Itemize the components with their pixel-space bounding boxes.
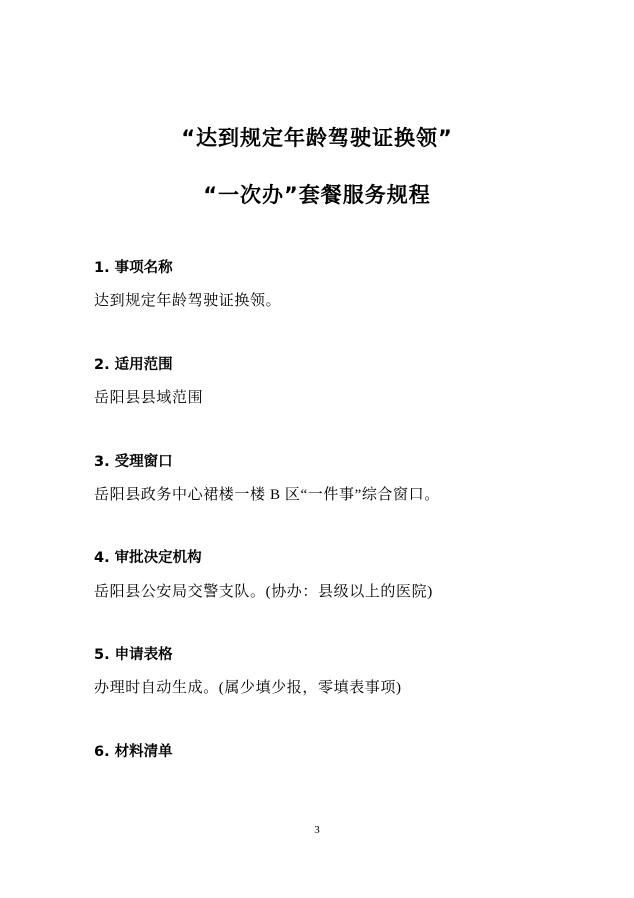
section-1	[88, 258, 546, 313]
section-5-body: 办理时自动生成。(属少填少报，零填表事项)	[94, 680, 402, 697]
section-5	[88, 645, 546, 700]
document-body	[88, 258, 546, 762]
section-spacer	[88, 708, 546, 742]
section-spacer	[88, 611, 546, 645]
section-3-heading: 3. 受理窗口	[94, 453, 173, 470]
page-number: 3	[314, 824, 320, 836]
section-3	[88, 452, 546, 507]
section-3-body: 岳阳县政务中心裙楼一楼 B 区“一件事”综合窗口。	[94, 486, 440, 503]
section-4-heading: 4. 审批决定机构	[94, 550, 202, 567]
section-6	[88, 742, 546, 762]
section-4-body: 岳阳县公安局交警支队。(协办：县级以上的医院)	[94, 583, 433, 600]
document-title-block	[88, 0, 546, 206]
section-2-body: 岳阳县县域范围	[94, 390, 204, 407]
section-spacer	[88, 514, 546, 548]
section-4	[88, 548, 546, 603]
section-spacer	[88, 418, 546, 452]
section-1-body: 达到规定年龄驾驶证换领。	[94, 293, 282, 310]
section-2-heading: 2. 适用范围	[94, 356, 173, 373]
page-title-line-2: “一次办”套餐服务规程	[203, 183, 431, 207]
page-title-line-1: “达到规定年龄驾驶证换领”	[181, 126, 453, 150]
section-spacer	[88, 321, 546, 355]
section-6-heading: 6. 材料清单	[94, 743, 173, 760]
section-1-heading: 1. 事项名称	[94, 260, 173, 276]
section-2	[88, 355, 546, 410]
section-5-heading: 5. 申请表格	[94, 647, 173, 664]
